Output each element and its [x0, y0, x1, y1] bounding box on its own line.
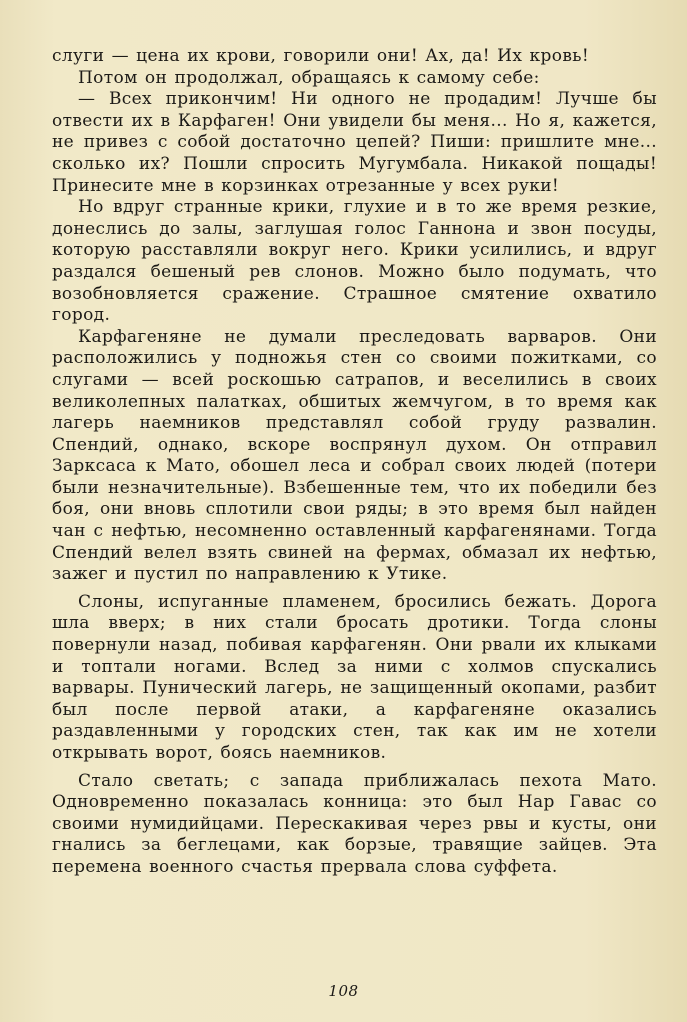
page-text	[52, 46, 657, 879]
paragraph-7: Стало светать; с запада приближалась пехота Мато. Одновременно показалась конница: это был Нар Гавас со своими нумидийцами. Перескакивая через рвы и кусты, они гнались за беглецами, как борзые, травящие зайцев. Эта перемена военного счастья прервала слова суффета.	[52, 770, 657, 877]
page-number: 108	[328, 982, 359, 1000]
paragraph-6: Слоны, испуганные пламенем, бросились бежать. Дорога шла вверх; в них стали бросать дротики. Тогда слоны повернули назад, побивая карфагенян. Они рвали их клыками и топтали ногами. Вслед за ними с холмов спускались варвары. Пунический лагерь, не защищенный окопами, разбит был после первой атаки, а карфагеняне оказались раздавленными у городских стен, так как им не хотели открывать ворот, боясь наемников.	[52, 591, 657, 763]
paragraph-4: Но вдруг странные крики, глухие и в то же время резкие, донеслись до залы, заглушая голос Ганнона и звон посуды, которую расставляли вокруг него. Крики усилились, и вдруг раздался бешеный рев слонов. Можно было подумать, что возобновляется сражение. Страшное смятение охватило город.	[52, 197, 657, 326]
paragraph-5: Карфагеняне не думали преследовать варваров. Они расположились у подножья стен со своими пожитками, со слугами — всей роскошью сатрапов, и веселились в своих великолепных палатках, обшитых жемчугом, в то время как лагерь наемников представлял собой груду развалин. Спендий, однако, вскоре воспрянул духом. Он отправил Зарксаса к Мато, обошел леса и собрал своих людей (потери были незначительные). Взбешенные тем, что их победили без боя, они вновь сплотили свои ряды; в это время был найден чан с нефтью, несомненно оставленный карфагенянами. Тогда Спендий велел взять свиней на фермах, обмазал их нефтью, зажег и пустил по направлению к Утике.	[52, 326, 657, 585]
paragraph-3: — Всех прикончим! Ни одного не продадим! Лучше бы отвести их в Карфаген! Они увидели бы меня... Но я, кажется, не привез с собой достаточно цепей? Пиши: пришлите мне... сколько их? Пошли спросить Мугумбала. Никакой пощады! Принесите мне в корзинках отрезанные у всех руки!	[52, 89, 657, 196]
paragraph-1: слуги — цена их крови, говорили они! Ах, да! Их кровь!	[52, 46, 590, 66]
paragraph-2: Потом он продолжал, обращаясь к самому себе:	[78, 67, 540, 88]
